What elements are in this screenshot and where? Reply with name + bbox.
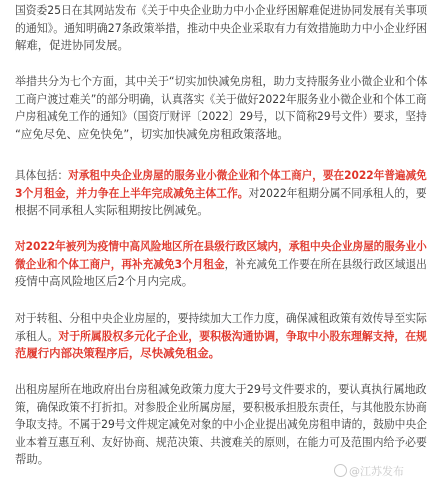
text-line (15, 202, 209, 219)
highlighted-text: 范履行内部决策程序后，尽快减免租金。 (15, 346, 221, 360)
text-line (15, 126, 289, 143)
watermark-text: @江苏发布 (349, 465, 404, 478)
highlighted-text: 对2022年被列为疫情中高风险地区所在县级行政区域内，承租中央企业房屋的服务业小 (15, 239, 427, 253)
body-text: 具体包括： (15, 168, 69, 182)
text-line (15, 20, 427, 37)
body-text: ，补充减免工作要在所在县级行政区域退出 (224, 256, 427, 271)
body-text: 对于转租、分租中央企业房屋的，要持续加大工作力度，确保减租政策有效传导至实际 (15, 311, 427, 325)
body-text: 帮助。 (15, 452, 50, 466)
body-text: 策，确保政策不打折扣。对参股企业所属房屋，要积极承担股东责任，与其他股东协商 (15, 399, 427, 414)
body-text: 根据不同承租人实际租期按比例减免。 (15, 203, 209, 217)
body-text: 疫情中高风险地区后2个月内完成。 (15, 274, 194, 288)
highlighted-text: 对承租中央企业房屋的服务业小微企业和个体工商户，要在2022年普遍减免 (68, 168, 427, 182)
body-text: 户房租减免工作的通知》（国资厅财评〔2022〕29号，以下简称29号文件）要求，坚持 (15, 109, 427, 123)
weibo-icon (334, 464, 347, 477)
body-text: 业本着互惠互利、友好协商、规范决策、共渡难关的原则，在能力可及范围内给予必要 (15, 434, 427, 449)
highlighted-text: 微企业和个体工商户，再补充减免3个月租金 (15, 256, 225, 271)
text-line (15, 399, 427, 416)
highlighted-text: 对于所属股权多元化子企业，要积极沟通协调，争取中小股东理解支持，在规 (58, 328, 427, 343)
text-line (15, 310, 427, 327)
body-text: 国资委25日在其网站发布《关于中央企业助力中小企业纾困解难促进协同发展有关事项 (15, 3, 427, 17)
text-line (15, 434, 427, 451)
body-text: 对2022年租期分属不同承租人的，要 (248, 185, 427, 200)
text-line (15, 185, 427, 202)
body-text: 工商户渡过难关”的部分明确，认真落实《关于做好2022年服务业小微企业和个体工商 (15, 91, 427, 106)
text-line (15, 451, 49, 468)
text-line (15, 167, 427, 184)
body-text: 出租房屋所在地政府出台房租减免政策力度大于29号文件要求的，要认真执行属地政 (15, 382, 427, 396)
body-text: 争取支持。不属于29号文件规定减免对象的中小企业提出减免房租申请的，鼓励中央企 (15, 417, 427, 431)
text-line (15, 256, 427, 273)
text-line (15, 381, 427, 398)
text-line (15, 37, 129, 54)
text-line (15, 73, 427, 90)
body-text: 的通知》。通知明确27条政策举措，推动中央企业采取有力有效措施助力中小企业纾困 (15, 20, 428, 35)
text-line (15, 345, 220, 362)
text-line (15, 2, 427, 19)
text-line (15, 238, 427, 255)
text-line (15, 273, 193, 290)
text-line (15, 416, 427, 433)
text-line (15, 328, 427, 345)
highlighted-text: 3个月租金，并力争在上半年完成减免主体工作。 (15, 185, 249, 200)
watermark (334, 463, 404, 479)
body-text: 解难，促进协同发展。 (15, 38, 129, 52)
body-text: 承租人。 (15, 328, 59, 343)
body-text: “应免尽免、应免快免”，切实加快减免房租政策落地。 (15, 126, 289, 141)
body-text: 举措共分为七个方面，其中关于“切实加快减免房租，助力支持服务业小微企业和个体 (15, 74, 428, 88)
text-line (15, 91, 427, 108)
text-line (15, 108, 427, 125)
